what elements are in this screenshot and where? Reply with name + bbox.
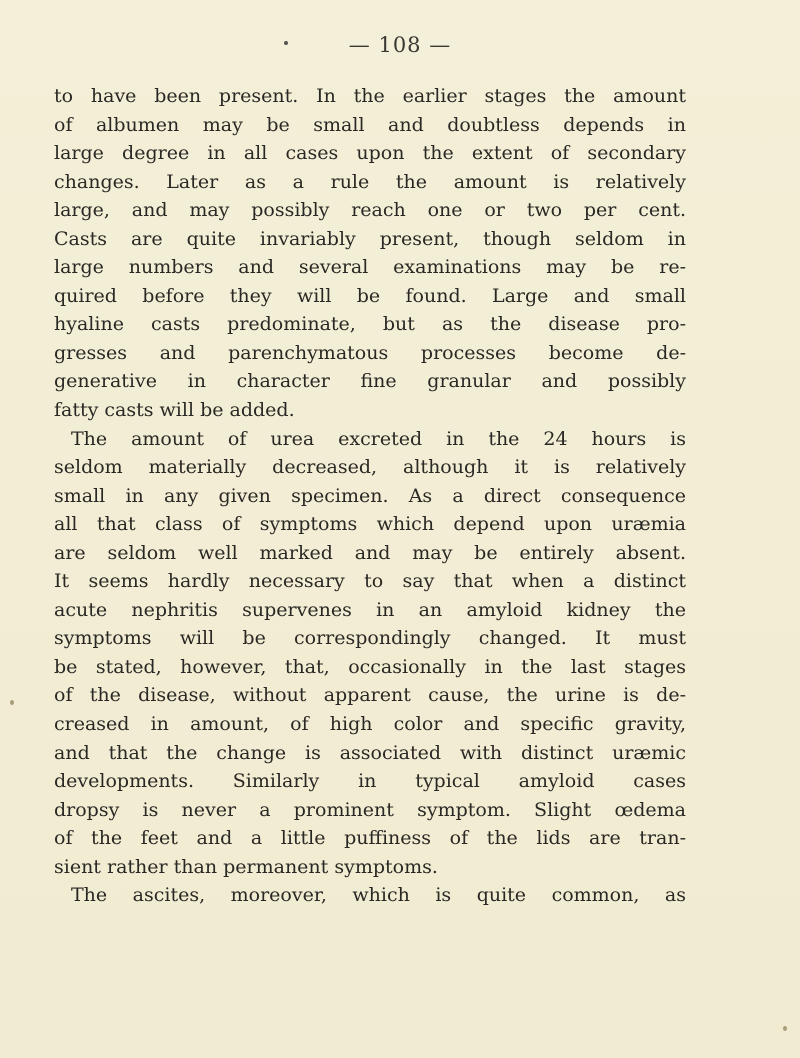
text-line: hyaline casts predominate, but as the disease pro- [54, 313, 686, 336]
text-line: be stated, however, that, occasionally in the last stages [54, 655, 686, 678]
text-line: of the disease, without apparent cause, the urine is de- [54, 684, 686, 707]
text-line: and that the change is associated with distinct uræmic [54, 741, 686, 764]
text-line: large, and may possibly reach one or two per cent. [54, 199, 686, 222]
text-line: dropsy is never a prominent symptom. Slight œdema [54, 798, 686, 821]
text-line: symptoms will be correspondingly changed. It must [54, 627, 686, 650]
text-line: fatty casts will be added. [54, 399, 295, 422]
text-line: The ascites, moreover, which is quite common, as [71, 884, 686, 907]
text-line: sient rather than permanent symptoms. [54, 855, 438, 878]
text-line: acute nephritis supervenes in an amyloid kidney the [54, 598, 686, 621]
page-header [0, 33, 800, 57]
text-line: changes. Later as a rule the amount is relatively [54, 170, 686, 193]
body-text [54, 82, 686, 910]
text-line: of the feet and a little puffiness of the lids are tran- [54, 827, 686, 850]
text-line: of albumen may be small and doubtless depends in [54, 113, 686, 136]
text-line: The amount of urea excreted in the 24 hours is [71, 427, 686, 450]
text-line: large degree in all cases upon the extent of secondary [54, 142, 686, 165]
ink-speck [10, 700, 14, 705]
text-line: gresses and parenchymatous processes become de- [54, 341, 686, 364]
ink-speck [783, 1026, 787, 1031]
text-line: are seldom well marked and may be entirely absent. [54, 541, 686, 564]
text-line: It seems hardly necessary to say that when a distinct [54, 570, 686, 593]
page-number: — 108 — [348, 33, 452, 57]
ink-speck [284, 41, 288, 45]
text-line: all that class of symptoms which depend upon uræmia [54, 513, 686, 536]
text-line: developments. Similarly in typical amyloid cases [54, 770, 686, 793]
text-line: seldom materially decreased, although it is relatively [54, 456, 686, 479]
text-line: to have been present. In the earlier stages the amount [54, 85, 686, 107]
text-line: Casts are quite invariably present, though seldom in [54, 227, 686, 250]
text-line: quired before they will be found. Large and small [54, 284, 686, 307]
text-line: creased in amount, of high color and specific gravity, [54, 713, 686, 736]
text-line: small in any given specimen. As a direct consequence [54, 484, 686, 507]
text-line: generative in character fine granular and possibly [54, 370, 686, 393]
text-line: large numbers and several examinations may be re- [54, 256, 686, 279]
